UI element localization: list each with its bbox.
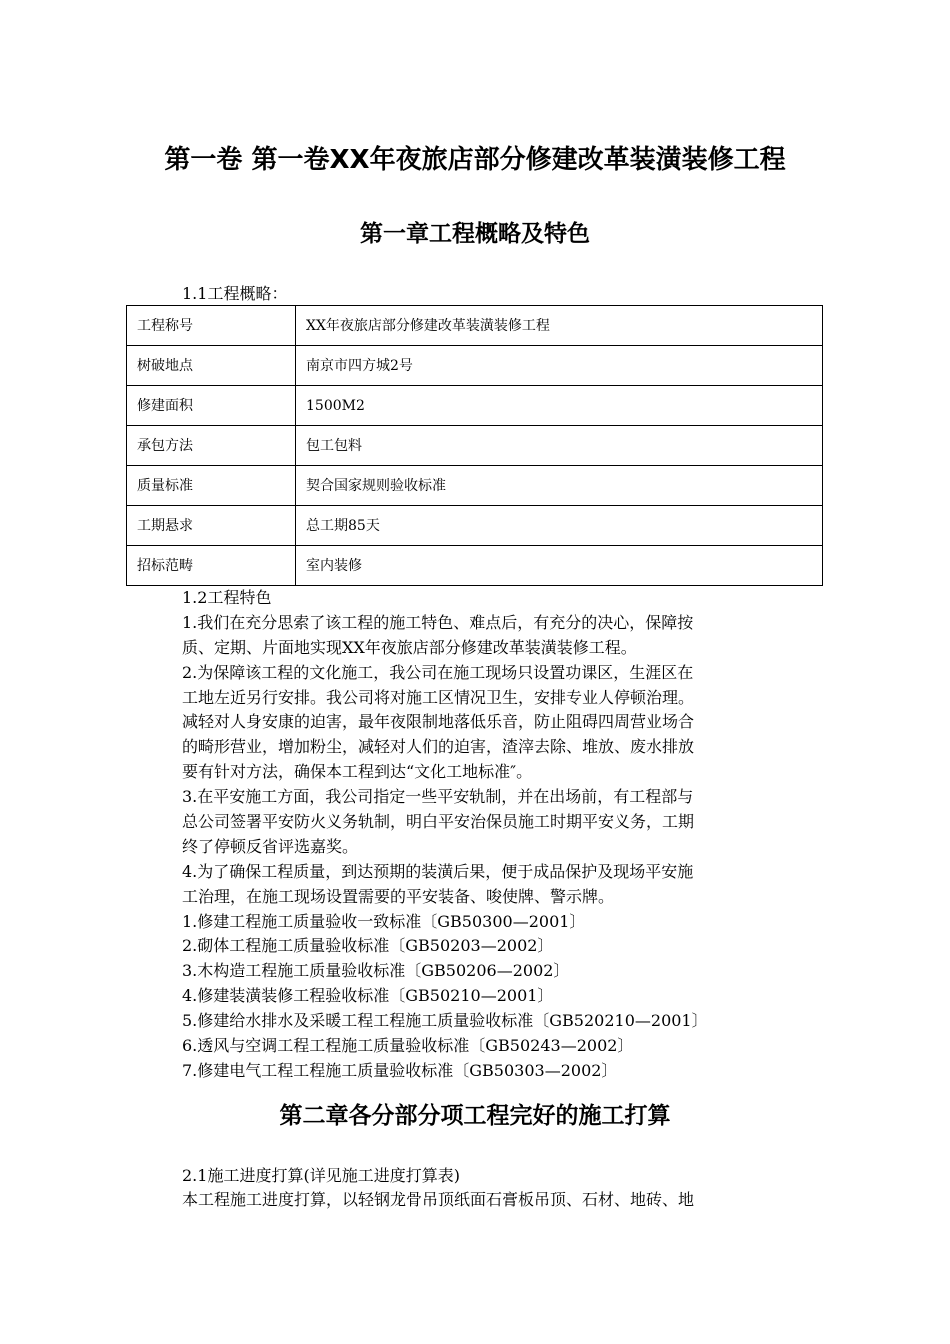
standard-list-item: 3.木构造工程施工质量验收标准〔GB50206—2002〕: [182, 961, 570, 981]
body-line: 3.在平安施工方面，我公司指定一些平安轨制，并在出场前，有工程部与: [182, 787, 694, 807]
table-label-cell: 工期悬求: [127, 506, 296, 546]
body-line: 4.为了确保工程质量，到达预期的装潢后果，便于成品保护及现场平安施: [182, 861, 694, 881]
table-value-cell: 室内装修: [296, 546, 823, 586]
table-row: [127, 306, 823, 346]
body-line: 工地左近另行安排。我公司将对施工区情况卫生，安排专业人停顿治理。: [182, 687, 695, 707]
section-2-1-heading: 2.1施工进度打算(详见施工进度打算表): [182, 1166, 460, 1185]
standard-list-item: 2.砌体工程施工质量验收标准〔GB50203—2002〕: [182, 936, 554, 956]
table-value-cell: XX年夜旅店部分修建改革装潢装修工程: [296, 306, 823, 346]
table-row: [127, 386, 823, 426]
table-label-cell: 修建面积: [127, 386, 296, 426]
body-line: 终了停顿反省评选嘉奖。: [182, 836, 359, 856]
table-value-cell: 南京市四方城2号: [296, 346, 823, 386]
standard-list-item: 7.修建电气工程工程施工质量验收标准〔GB50303—2002〕: [182, 1060, 618, 1080]
body-line: 本工程施工进度打算，以轻钢龙骨吊顶纸面石膏板吊顶、石材、地砖、地: [182, 1190, 695, 1209]
body-line: 减轻对人身安康的迫害，最年夜限制地落低乐音，防止阻碍四周营业场合: [182, 712, 695, 732]
table-label-cell: 承包方法: [127, 426, 296, 466]
chapter-2-title: 第二章各分部分项工程完好的施工打算: [279, 1103, 671, 1129]
table-label-cell: 招标范畴: [127, 546, 296, 586]
standard-list-item: 4.修建装潢装修工程验收标准〔GB50210—2001〕: [182, 986, 554, 1006]
table-label-cell: 工程称号: [127, 306, 296, 346]
section-1-2-heading: 1.2工程特色: [182, 588, 272, 607]
table-value-cell: 1500M2: [296, 386, 823, 426]
body-line: 的畸形营业，增加粉尘，减轻对人们的迫害，渣滓去除、堆放、废水排放: [182, 737, 695, 757]
body-line: 工治理，在施工现场设置需要的平安装备、唆使牌、警示牌。: [182, 886, 615, 906]
table-row: [127, 466, 823, 506]
standard-list-item: 6.透风与空调工程工程施工质量验收标准〔GB50243—2002〕: [182, 1036, 634, 1056]
table-row: [127, 546, 823, 586]
chapter-2-body: [182, 1188, 802, 1213]
table-value-cell: 包工包料: [296, 426, 823, 466]
body-line: 质、定期、片面地实现XX年夜旅店部分修建改革装潢装修工程。: [182, 637, 637, 657]
chapter-1-body: [182, 586, 802, 1084]
standard-list-item: 5.修建给水排水及采暖工程工程施工质量验收标准〔GB520210—2001〕: [182, 1011, 708, 1031]
chapter-1-title: 第一章工程概略及特色: [360, 221, 590, 247]
table-value-cell: 总工期85天: [296, 506, 823, 546]
table-value-cell: 契合国家规则验收标准: [296, 466, 823, 506]
standard-list-item: 1.修建工程施工质量验收一致标准〔GB50300—2001〕: [182, 911, 586, 931]
table-label-cell: 质量标准: [127, 466, 296, 506]
body-line: 1.我们在充分思索了该工程的施工特色、难点后，有充分的决心，保障按: [182, 612, 694, 632]
body-line: 2.为保障该工程的文化施工，我公司在施工现场只设置功课区，生涯区在: [182, 662, 694, 682]
volume-title: 第一卷 第一卷XX年夜旅店部分修建改革装潢装修工程: [164, 145, 786, 175]
section-1-1-heading: 1.1工程概略：: [182, 284, 288, 303]
project-overview-table: [126, 305, 823, 586]
body-line: 要有针对方法，确保本工程到达“文化工地标准″。: [182, 762, 533, 782]
table-row: [127, 346, 823, 386]
body-line: 总公司签署平安防火义务轨制，明白平安治保员施工时期平安义务，工期: [182, 812, 695, 832]
table-label-cell: 树破地点: [127, 346, 296, 386]
table-row: [127, 426, 823, 466]
table-row: [127, 506, 823, 546]
